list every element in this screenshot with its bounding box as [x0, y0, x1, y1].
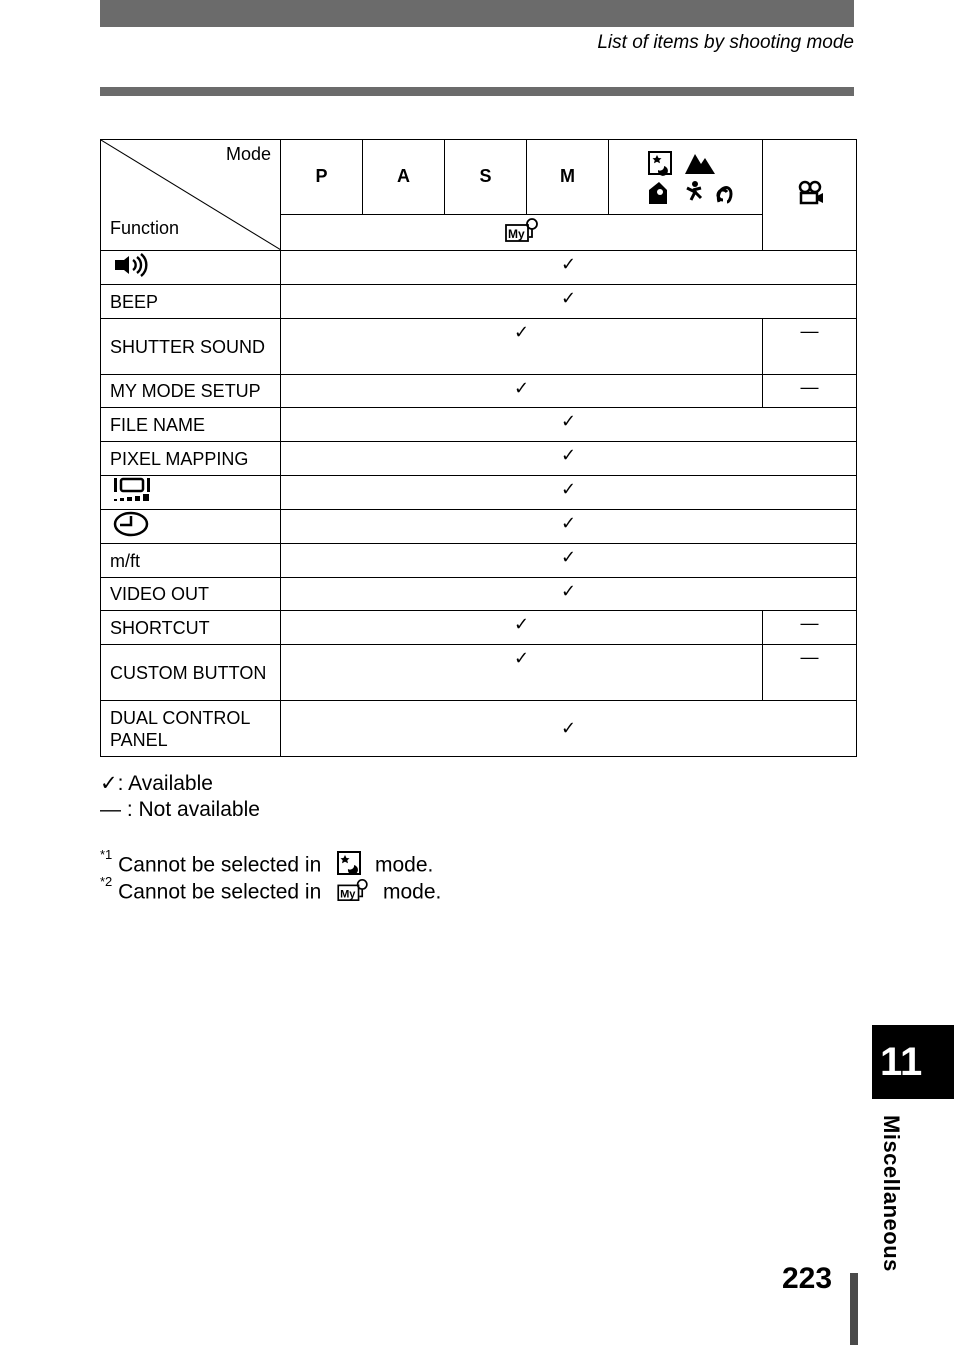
header-rule [100, 87, 854, 96]
corner-mode-label: Mode [225, 144, 271, 164]
footnote-text: Cannot be selected in [118, 853, 322, 877]
function-cell-my-mode-setup: MY MODE SETUP [101, 375, 281, 408]
function-cell-custom-button: CUSTOM BUTTON [101, 645, 281, 701]
chapter-tab: 11 [872, 1025, 954, 1099]
footnote-suffix: mode. [374, 853, 434, 877]
mode-header-movie [763, 140, 857, 251]
scene-modes-icon [631, 142, 741, 206]
availability-cell: ✓ [281, 611, 763, 645]
page-header-title: List of items by shooting mode [597, 32, 854, 53]
movie-availability-cell: — [763, 611, 857, 645]
movie-availability-cell: — [763, 319, 857, 375]
page-number-bar [850, 1273, 858, 1345]
header-bar [100, 0, 854, 27]
mode-header-m: M [527, 140, 609, 215]
mode-function-table [100, 139, 857, 757]
availability-cell: ✓ [281, 251, 857, 285]
mode-header-p: P [281, 140, 363, 215]
availability-cell: ✓ [281, 510, 857, 544]
function-cell-pixel-mapping: PIXEL MAPPING [101, 442, 281, 476]
night-scene-icon [337, 851, 361, 881]
function-cell-shutter-sound: SHUTTER SOUND [101, 319, 281, 375]
footnote-1 [100, 847, 434, 881]
function-cell-monitor-brightness [101, 476, 281, 510]
legend-not-available: — : Not available [100, 798, 260, 821]
function-cell-beep-volume [101, 251, 281, 285]
movie-availability-cell: — [763, 375, 857, 408]
function-cell-m-ft: m/ft [101, 544, 281, 578]
my-mode-icon [505, 217, 539, 243]
footnote-mark: *1 [100, 847, 113, 862]
movie-availability-cell: — [763, 645, 857, 701]
footnote-text: Cannot be selected in [118, 880, 322, 904]
my-mode-header [281, 214, 763, 250]
availability-cell: ✓ [281, 375, 763, 408]
function-cell-video-out: VIDEO OUT [101, 578, 281, 611]
availability-cell: ✓ [281, 442, 857, 476]
legend-available: ✓: Available [100, 772, 213, 795]
chapter-label: Miscellaneous [879, 1115, 904, 1272]
mode-header-a: A [363, 140, 445, 215]
function-cell-file-name: FILE NAME [101, 408, 281, 442]
availability-cell: ✓ [281, 645, 763, 701]
mode-header-scene [609, 140, 763, 215]
availability-cell: ✓ [281, 319, 763, 375]
beep-volume-icon [110, 252, 150, 278]
availability-cell: ✓ [281, 285, 857, 319]
my-mode-icon [337, 878, 369, 908]
availability-cell: ✓ [281, 476, 857, 510]
availability-cell: ✓ [281, 578, 857, 611]
svg-text:My: My [340, 888, 356, 901]
mode-header-s: S [445, 140, 527, 215]
availability-cell: ✓ [281, 701, 857, 757]
footnote-mark: *2 [100, 874, 113, 889]
availability-cell: ✓ [281, 544, 857, 578]
availability-cell: ✓ [281, 408, 857, 442]
table-corner-cell [101, 140, 281, 251]
function-cell-clock [101, 510, 281, 544]
movie-icon [795, 180, 825, 206]
clock-icon [110, 511, 150, 537]
corner-function-label: Function [110, 218, 180, 238]
svg-text:My: My [507, 226, 525, 241]
function-cell-dual-control-panel: DUAL CONTROL PANEL [101, 701, 281, 757]
monitor-brightness-icon [110, 476, 154, 504]
function-cell-shortcut: SHORTCUT [101, 611, 281, 645]
footnote-2 [100, 874, 442, 908]
page-number: 223 [782, 1262, 833, 1295]
footnote-suffix: mode. [382, 880, 442, 904]
function-cell-beep: BEEP [101, 285, 281, 319]
